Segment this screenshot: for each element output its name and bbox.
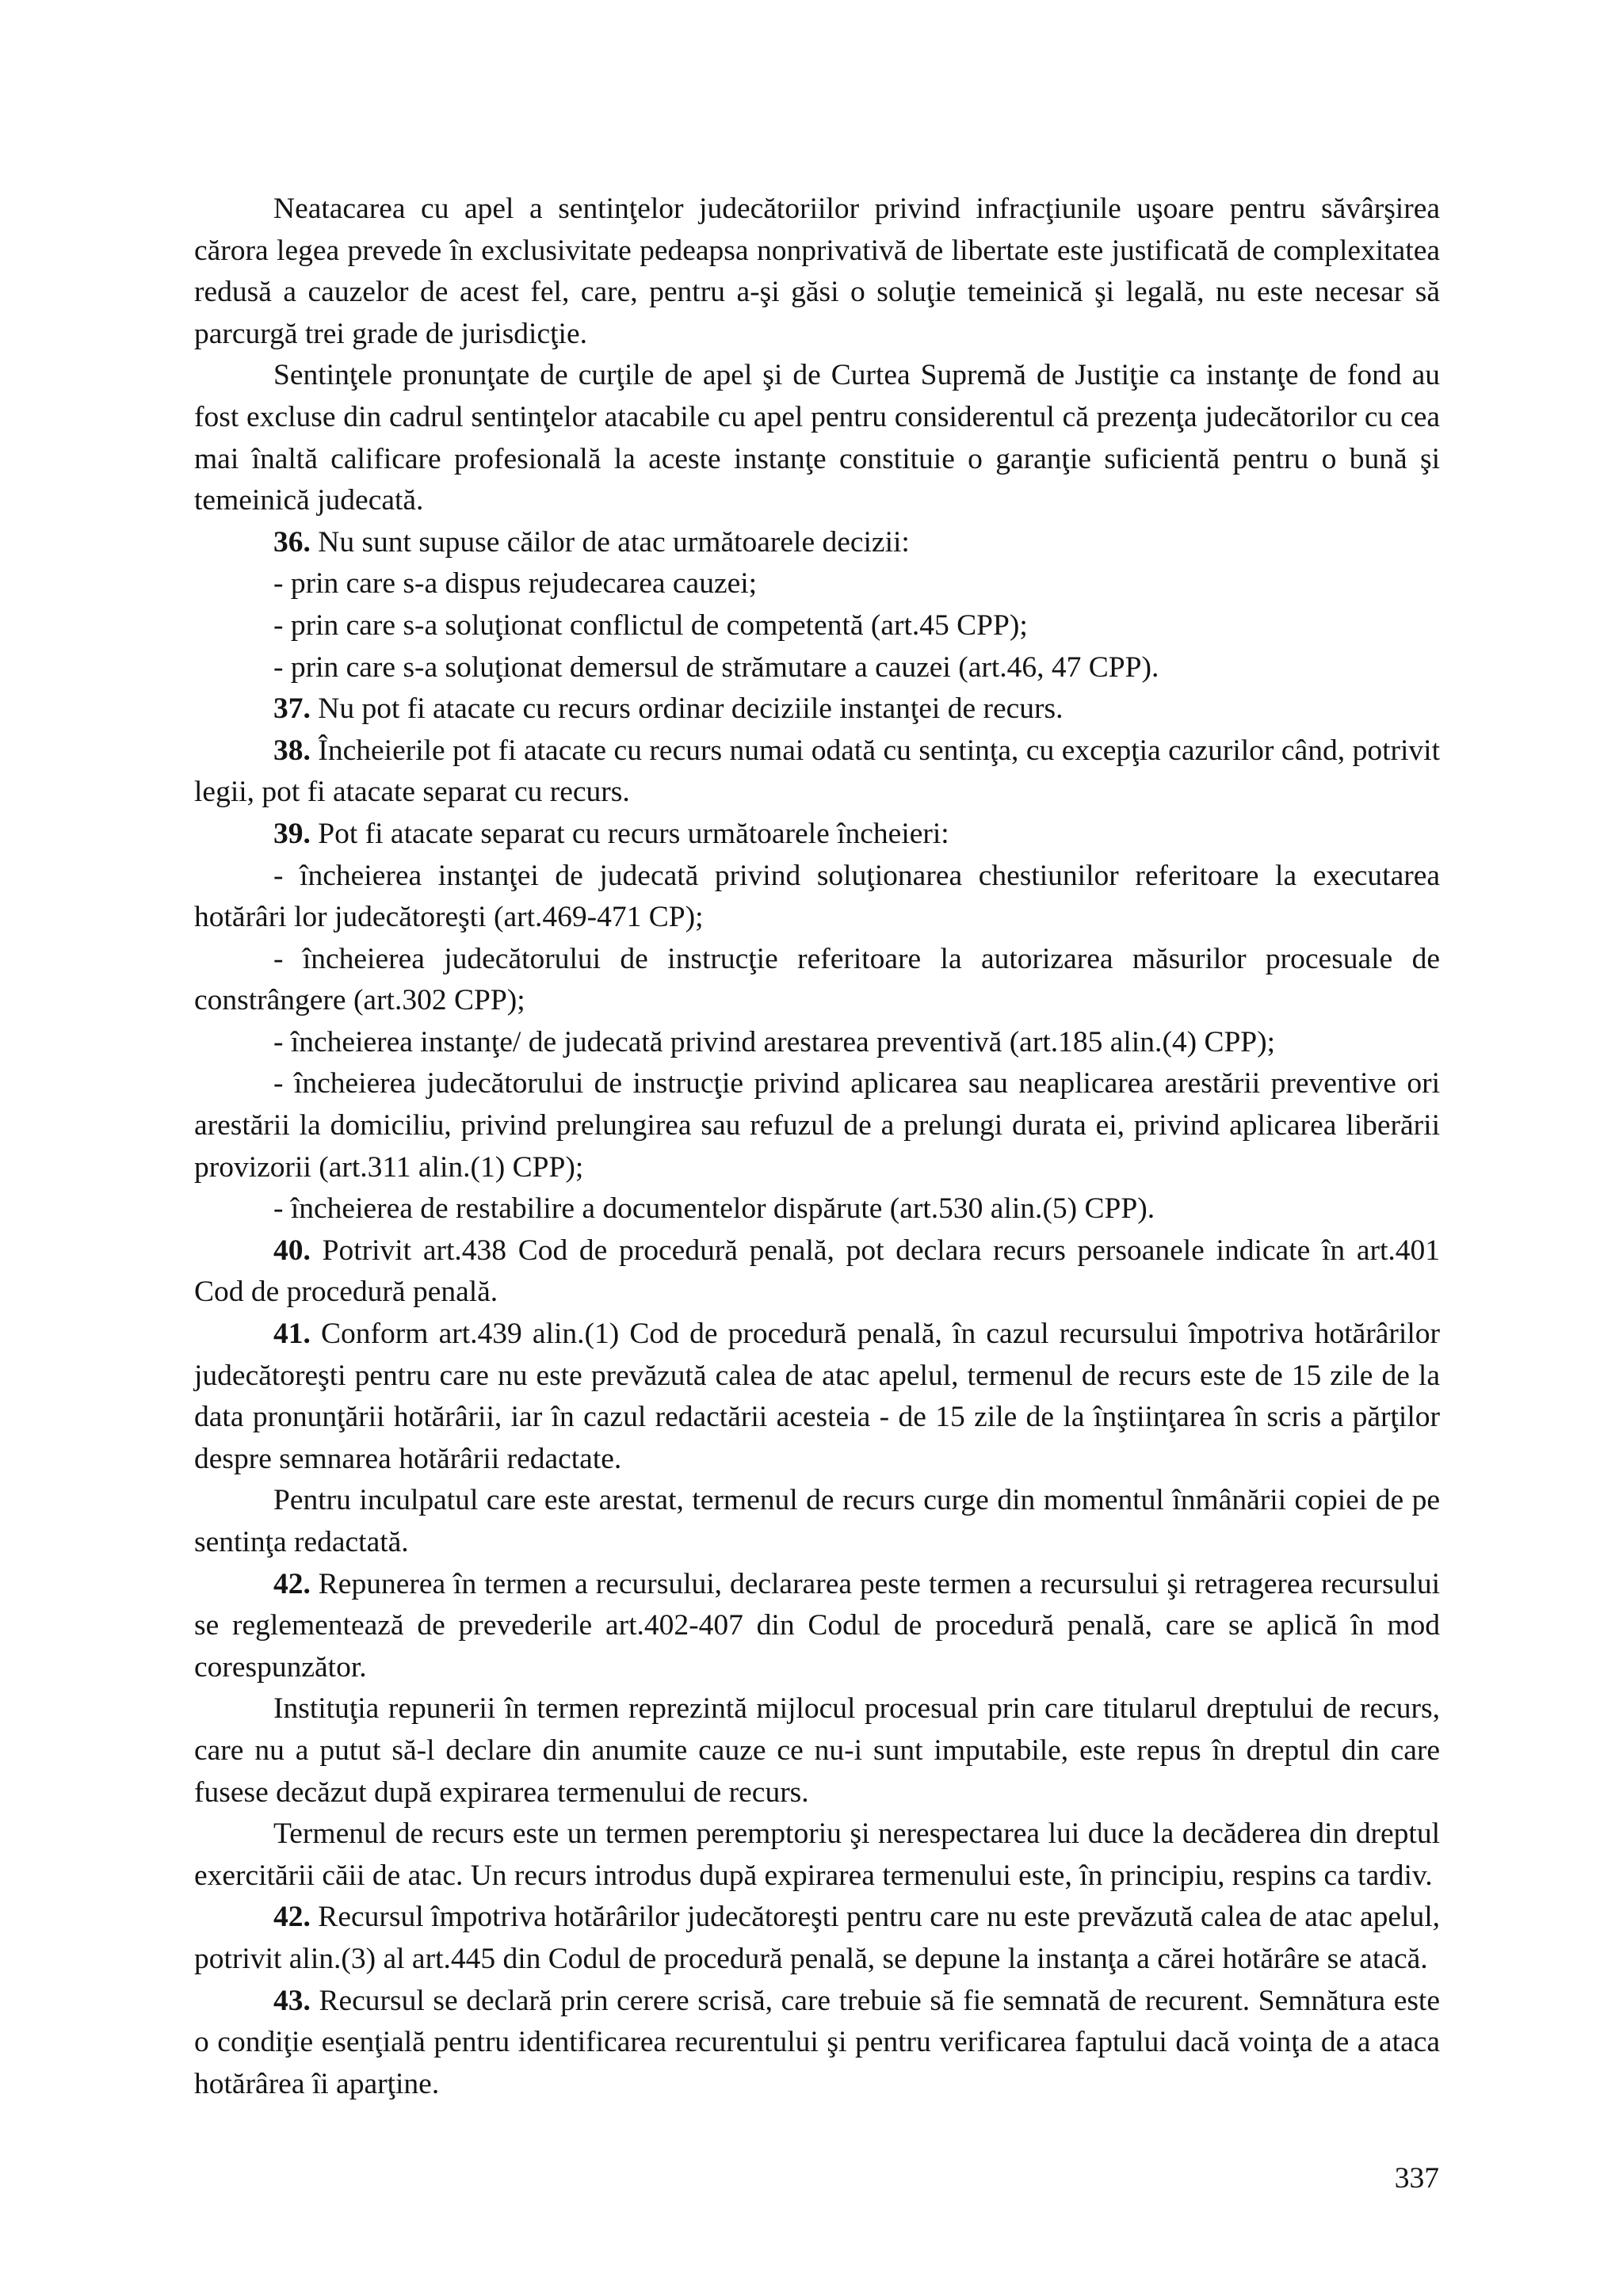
list-item [194,856,1440,939]
paragraph-number: 36. [273,525,311,559]
paragraph-text: Sentinţele pronunţate de curţile de apel şi de Curtea Supremă de Justiţie ca instanţe de fond au fost excluse din cadrul sentinţelor atacabile cu apel pentru considerentul că prezenţa judecătorilor cu cea mai înaltă calificare profesională la aceste instanţe constituie o garanţie suficientă pentru o bună şi temeinică judecată. [194,359,1440,517]
paragraph-text: Recursul împotriva hotărârilor judecătoreşti pentru care nu este prevăzută calea de atac apelul, potrivit alin.(3) al art.445 din Codul de procedură penală, se depune la instanţa a cărei hotărâre se atacă. [194,1901,1440,1975]
paragraph [194,1314,1440,1480]
paragraph-text: - încheierea instanţei de judecată privind soluţionarea chestiunilor referitoare la executarea hotărâri lor judecătoreşti (art.469-471 CP); [194,859,1440,934]
list-item [194,1022,1440,1064]
paragraph-text: Repunerea în termen a recursului, declararea peste termen a recursului şi retragerea recursului se reglementează de prevederile art.402-407 din Codul de procedură penală, care se aplică în mod corespunzător. [194,1567,1440,1684]
paragraph-number: 37. [273,692,311,726]
list-item [194,605,1440,647]
paragraph-number: 42. [273,1567,311,1600]
paragraph-number: 38. [273,734,311,767]
paragraph-text: - prin care s-a soluţionat demersul de strămutare a cauzei (art.46, 47 CPP). [273,650,1159,684]
paragraph-number: 41. [273,1318,311,1351]
paragraph-text: - încheierea instanţe/ de judecată privind arestarea preventivă (art.185 alin.(4) CPP); [273,1025,1276,1058]
list-item [194,563,1440,605]
paragraph [194,355,1440,521]
paragraph [194,189,1440,355]
page-body [194,189,1440,2105]
paragraph [194,814,1440,856]
paragraph [194,1981,1440,2106]
paragraph-text: Neatacarea cu apel a sentinţelor judecătoriilor privind infracţiunile uşoare pentru săvârşirea cărora legea prevede în exclusivitate pedeapsa nonprivativă de libertate este justificată de complexitatea redusă a cauzelor de acest fel, care, pentru a-şi găsi o soluţie temeinică şi legală, nu este necesar să parcurgă trei grade de jurisdicţie. [194,193,1440,350]
paragraph [194,1814,1440,1897]
paragraph-number: 39. [273,817,311,850]
paragraph-text: Termenul de recurs este un termen peremptoriu şi nerespectarea lui duce la decăderea din dreptul exercitării căii de atac. Un recurs introdus după expirarea termenului este, în principiu, respins ca tardiv. [194,1817,1440,1892]
list-item [194,647,1440,689]
paragraph-text: - prin care s-a soluţionat conflictul de competentă (art.45 CPP); [273,608,1028,642]
paragraph-text: - încheierea judecătorului de instrucţie privind aplicarea sau neaplicarea arestării preventive ori arestării la domiciliu, privind prelungirea sau refuzul de a prelungi durata ei, privind aplicarea liberării provizorii (art.311 alin.(1) CPP); [194,1067,1440,1184]
paragraph [194,1897,1440,1980]
list-item [194,1063,1440,1188]
list-item [194,1188,1440,1230]
paragraph [194,1688,1440,1814]
paragraph-text: - încheierea judecătorului de instrucţie referitoare la autorizarea măsurilor procesuale de constrângere (art.302 CPP); [194,942,1440,1017]
paragraph-text: Conform art.439 alin.(1) Cod de procedură penală, în cazul recursului împotriva hotărârilor judecătoreşti pentru care nu este prevăzută calea de atac apelul, termenul de recurs este de 15 zile de la data pronunţării hotărârii, iar în cazul redactării acesteia - de 15 zile de la înştiinţarea în scris a părţilor despre semnarea hotărârii redactate. [194,1318,1440,1475]
paragraph [194,688,1440,730]
list-item [194,939,1440,1022]
paragraph-text: Instituţia repunerii în termen reprezintă mijlocul procesual prin care titularul dreptului de recurs, care nu a putut să-l declare din anumite cauze ce nu-i sunt imputabile, este repus în dreptul din care fusese decăzut după expirarea termenului de recurs. [194,1692,1440,1809]
paragraph-number: 42. [273,1901,311,1934]
paragraph-number: 40. [273,1234,311,1267]
paragraph-text: - prin care s-a dispus rejudecarea cauzei; [273,567,758,601]
paragraph-text: Potrivit art.438 Cod de procedură penală, pot declara recurs persoanele indicate în art.401 Cod de procedură penală. [194,1234,1440,1309]
paragraph-text: Nu pot fi atacate cu recurs ordinar deciziile instanţei de recurs. [310,692,1064,726]
paragraph-text: Recursul se declară prin cerere scrisă, care trebuie să fie semnată de recurent. Semnătura este o condiţie esenţială pentru identificarea recurentului şi pentru verificarea faptului dacă voinţa de a ataca hotărârea îi aparţine. [194,1984,1440,2100]
paragraph [194,522,1440,564]
paragraph [194,1564,1440,1689]
page-number: 337 [1394,2162,1439,2195]
paragraph-text: Nu sunt supuse căilor de atac următoarele decizii: [310,525,910,559]
paragraph-number: 43. [273,1984,311,2017]
paragraph [194,1480,1440,1563]
paragraph [194,1230,1440,1314]
paragraph-text: Pentru inculpatul care este arestat, termenul de recurs curge din momentul înmânării copiei de pe sentinţa redactată. [194,1484,1440,1558]
paragraph-text: Pot fi atacate separat cu recurs următoarele încheieri: [310,817,949,850]
paragraph-text: Încheierile pot fi atacate cu recurs numai odată cu sentinţa, cu excepţia cazurilor când, potrivit legii, pot fi atacate separat cu recurs. [194,734,1440,809]
paragraph [194,730,1440,814]
paragraph-text: - încheierea de restabilire a documentelor dispărute (art.530 alin.(5) CPP). [273,1192,1155,1226]
